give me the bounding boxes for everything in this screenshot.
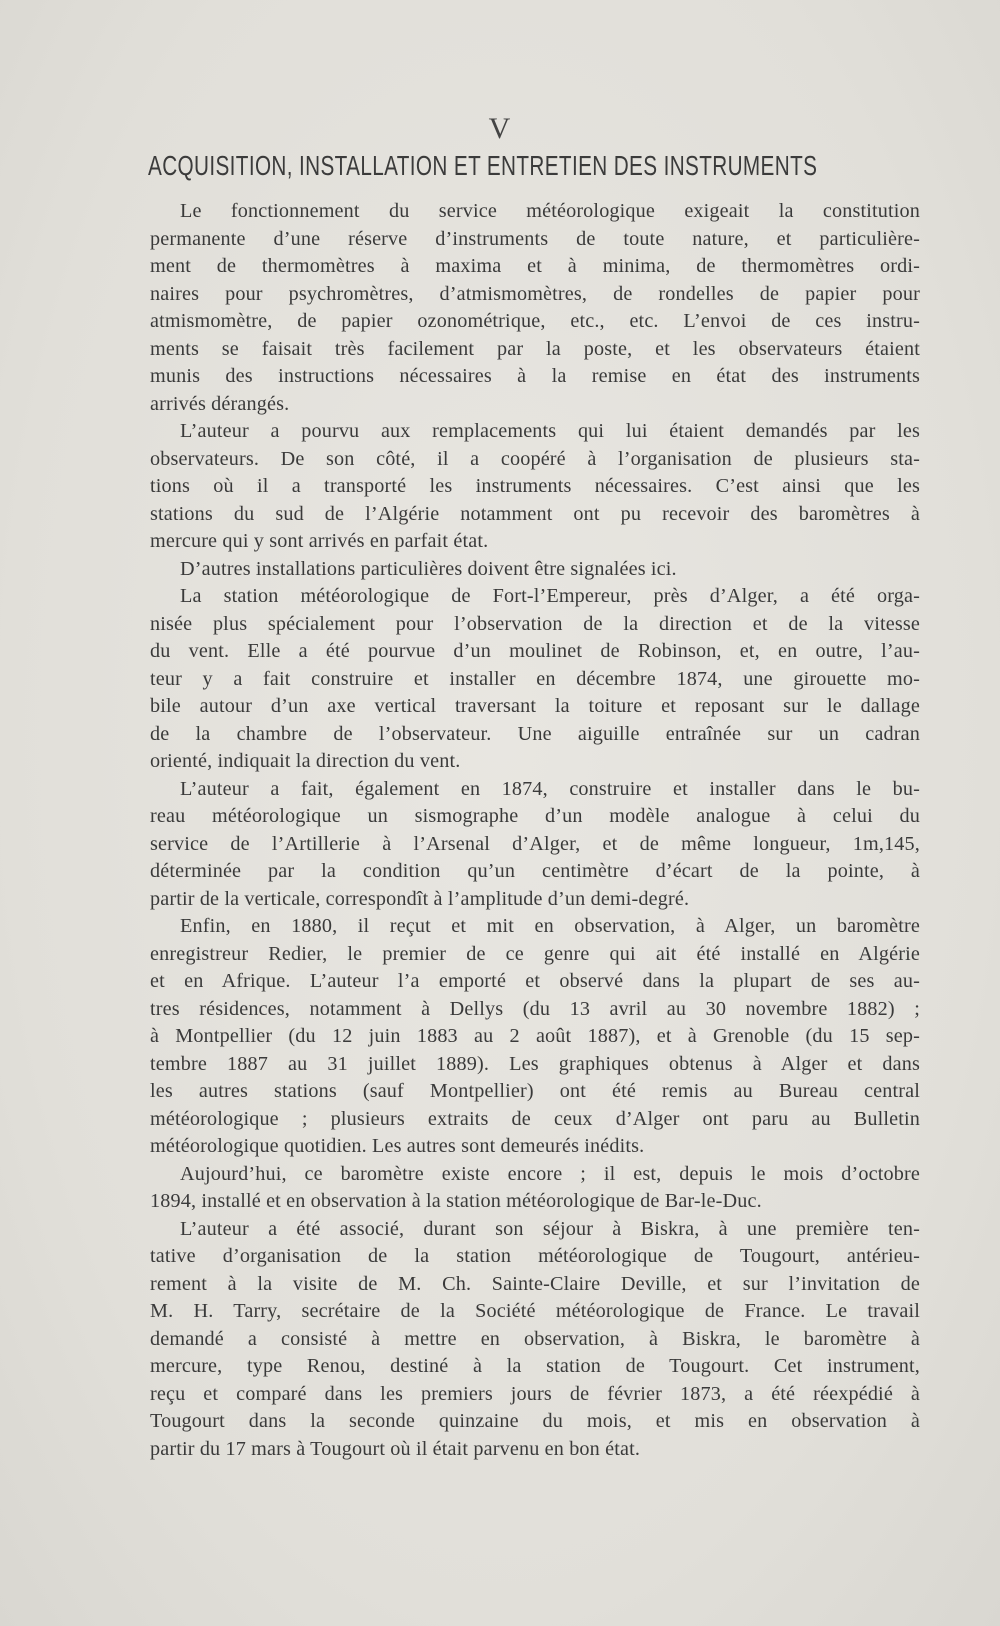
text-line: demandé a consisté à mettre en observation, à Biskra, le baromètre à [150, 1327, 920, 1350]
text-line: ment de thermomètres à maxima et à minima, de thermomètres ordi- [150, 255, 920, 277]
text-line: La station météorologique de Fort-l’Empereur, près d’Alger, a été orga- [180, 585, 920, 607]
body-text [150, 198, 920, 1463]
text-line: météorologique ; plusieurs extraits de ceux d’Alger ont paru au Bulletin [150, 1107, 920, 1130]
text-line: service de l’Artillerie à l’Arsenal d’Alger, et de même longueur, 1m,145, [150, 832, 920, 855]
text-line: rement à la visite de M. Ch. Sainte-Claire Deville, et sur l’invitation de [150, 1272, 920, 1295]
text-line: observateurs. De son côté, il a coopéré à l’organisation de plusieurs sta- [150, 447, 920, 470]
text-line: à Montpellier (du 12 juin 1883 au 2 août 1887), et à Grenoble (du 15 sep- [150, 1025, 920, 1047]
text-line: partir de la verticale, correspondît à l’amplitude d’un demi-degré. [150, 887, 690, 910]
text-line: de la chambre de l’observateur. Une aiguille entraînée sur un cadran [150, 722, 920, 745]
text-line: tative d’organisation de la station météorologique de Tougourt, antérieu- [150, 1245, 920, 1267]
text-line: tres résidences, notamment à Dellys (du 13 avril au 30 novembre 1882) ; [150, 997, 920, 1020]
text-line: nisée plus spécialement pour l’observation de la direction et de la vitesse [150, 612, 920, 635]
text-line: tembre 1887 au 31 juillet 1889). Les graphiques obtenus à Alger et dans [150, 1052, 920, 1075]
text-line: tions où il a transporté les instruments nécessaires. C’est ainsi que les [150, 475, 920, 497]
text-line: stations du sud de l’Algérie notamment ont pu recevoir des baromètres à [150, 502, 920, 525]
text-line: bile autour d’un axe vertical traversant la toiture et reposant sur le dallage [150, 695, 920, 717]
text-line: orienté, indiquait la direction du vent. [150, 750, 461, 772]
text-line: reçu et comparé dans les premiers jours de février 1873, a été réexpédié à [150, 1382, 920, 1405]
text-line: Enfin, en 1880, il reçut et mit en observation, à Alger, un baromètre [180, 915, 920, 937]
text-line: les autres stations (sauf Montpellier) ont été remis au Bureau central [150, 1080, 920, 1102]
text-line: partir du 17 mars à Tougourt où il était parvenu en bon état. [150, 1437, 641, 1460]
text-line: M. H. Tarry, secrétaire de la Société météorologique de France. Le travail [150, 1300, 920, 1322]
text-line: munis des instructions nécessaires à la remise en état des instruments [150, 365, 920, 387]
text-line: L’auteur a fait, également en 1874, construire et installer dans le bu- [180, 777, 920, 800]
text-line: mercure qui y sont arrivés en parfait état. [150, 530, 489, 552]
text-line: du vent. Elle a été pourvue d’un moulinet de Robinson, et, en outre, l’au- [150, 640, 920, 662]
text-line: L’auteur a été associé, durant son séjour à Biskra, à une première ten- [180, 1217, 920, 1240]
text-line: Le fonctionnement du service météorologique exigeait la constitution [180, 200, 920, 222]
text-line: naires pour psychromètres, d’atmismomètres, de rondelles de papier pour [150, 282, 920, 305]
text-line: météorologique quotidien. Les autres sont demeurés inédits. [150, 1135, 645, 1157]
chapter-number: V [488, 112, 512, 145]
text-line: mercure, type Renou, destiné à la station de Tougourt. Cet instrument, [150, 1355, 920, 1377]
text-line: ments se faisait très facilement par la poste, et les observateurs étaient [150, 337, 920, 360]
text-line: L’auteur a pourvu aux remplacements qui lui étaient demandés par les [180, 420, 920, 442]
text-line: permanente d’une réserve d’instruments de toute nature, et particulière- [150, 227, 920, 250]
text-line: teur y a fait construire et installer en décembre 1874, une girouette mo- [150, 667, 920, 690]
text-line: 1894, installé et en observation à la station météorologique de Bar-le-Duc. [150, 1190, 762, 1212]
text-line: arrivés dérangés. [150, 392, 290, 415]
text-line: Tougourt dans la seconde quinzaine du mois, et mis en observation à [150, 1410, 920, 1432]
text-line: enregistreur Redier, le premier de ce genre qui ait été installé en Algérie [150, 942, 920, 965]
chapter-title: ACQUISITION, INSTALLATION ET ENTRETIEN DES INSTRUMENTS [148, 150, 818, 181]
text-line: reau météorologique un sismographe d’un modèle analogue à celui du [150, 805, 920, 827]
text-line: déterminée par la condition qu’un centimètre d’écart de la pointe, à [150, 860, 920, 882]
text-line: Aujourd’hui, ce baromètre existe encore ; il est, depuis le mois d’octobre [180, 1162, 920, 1185]
text-line: D’autres installations particulières doivent être signalées ici. [180, 557, 677, 580]
text-line: atmismomètre, de papier ozonométrique, etc., etc. L’envoi de ces instru- [150, 310, 920, 332]
text-line: et en Afrique. L’auteur l’a emporté et observé dans la plupart de ses au- [150, 970, 920, 992]
